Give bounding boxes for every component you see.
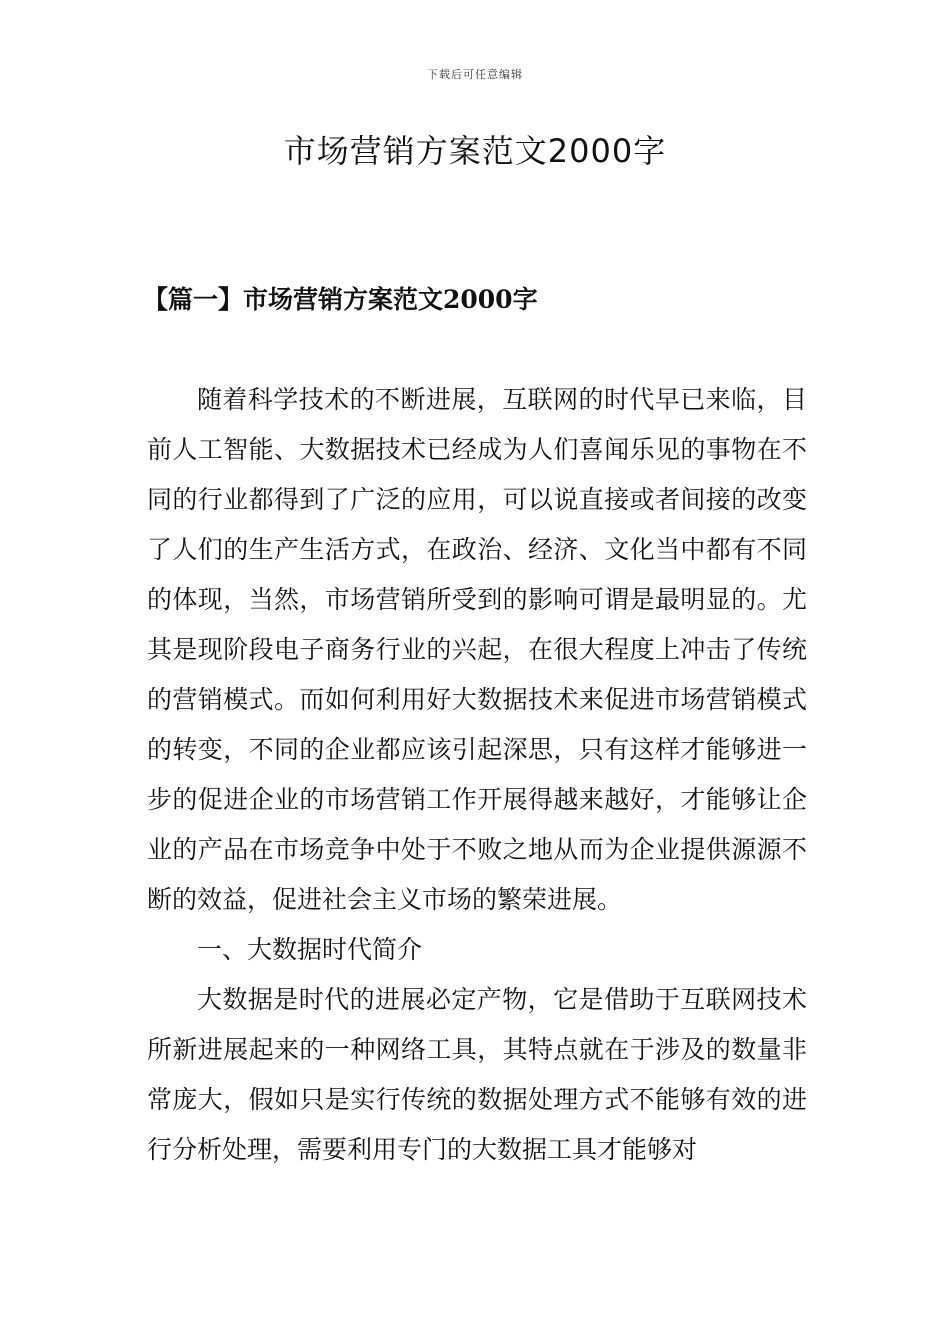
header-note: 下载后可任意编辑 bbox=[427, 68, 523, 81]
paragraph-intro: 随着科学技术的不断进展，互联网的时代早已来临，目前人工智能、大数据技术已经成为人们喜闻乐见的事物在不同的行业都得到了广泛的应用，可以说直接或者间接的改变了人们的生产生活方式，在政治、经济、文化当中都有不同的体现，当然，市场营销所受到的影响可谓是最明显的。尤其是现阶段电子商务行业的兴起，在很大程度上冲击了传统的营销模式。而如何利用好大数据技术来促进市场营销模式的转变，不同的企业都应该引起深思，只有这样才能够进一步的促进企业的市场营销工作开展得越来越好，才能够让企业的产品在市场竞争中处于不败之地从而为企业提供源源不断的效益，促进社会主义市场的繁荣进展。 bbox=[147, 385, 807, 914]
body-text bbox=[147, 375, 807, 1175]
section-heading: 【篇一】市场营销方案范文2000字 bbox=[143, 285, 538, 314]
document-title: 市场营销方案范文2000字 bbox=[283, 132, 667, 170]
paragraph-big-data: 大数据是时代的进展必定产物，它是借助于互联网技术所新进展起来的一种网络工具，其特点就在于涉及的数量非常庞大，假如只是实行传统的数据处理方式不能够有效的进行分析处理，需要利用专门的大数据工具才能够对 bbox=[147, 985, 807, 1164]
paragraph-subheading: 一、大数据时代简介 bbox=[197, 935, 423, 964]
